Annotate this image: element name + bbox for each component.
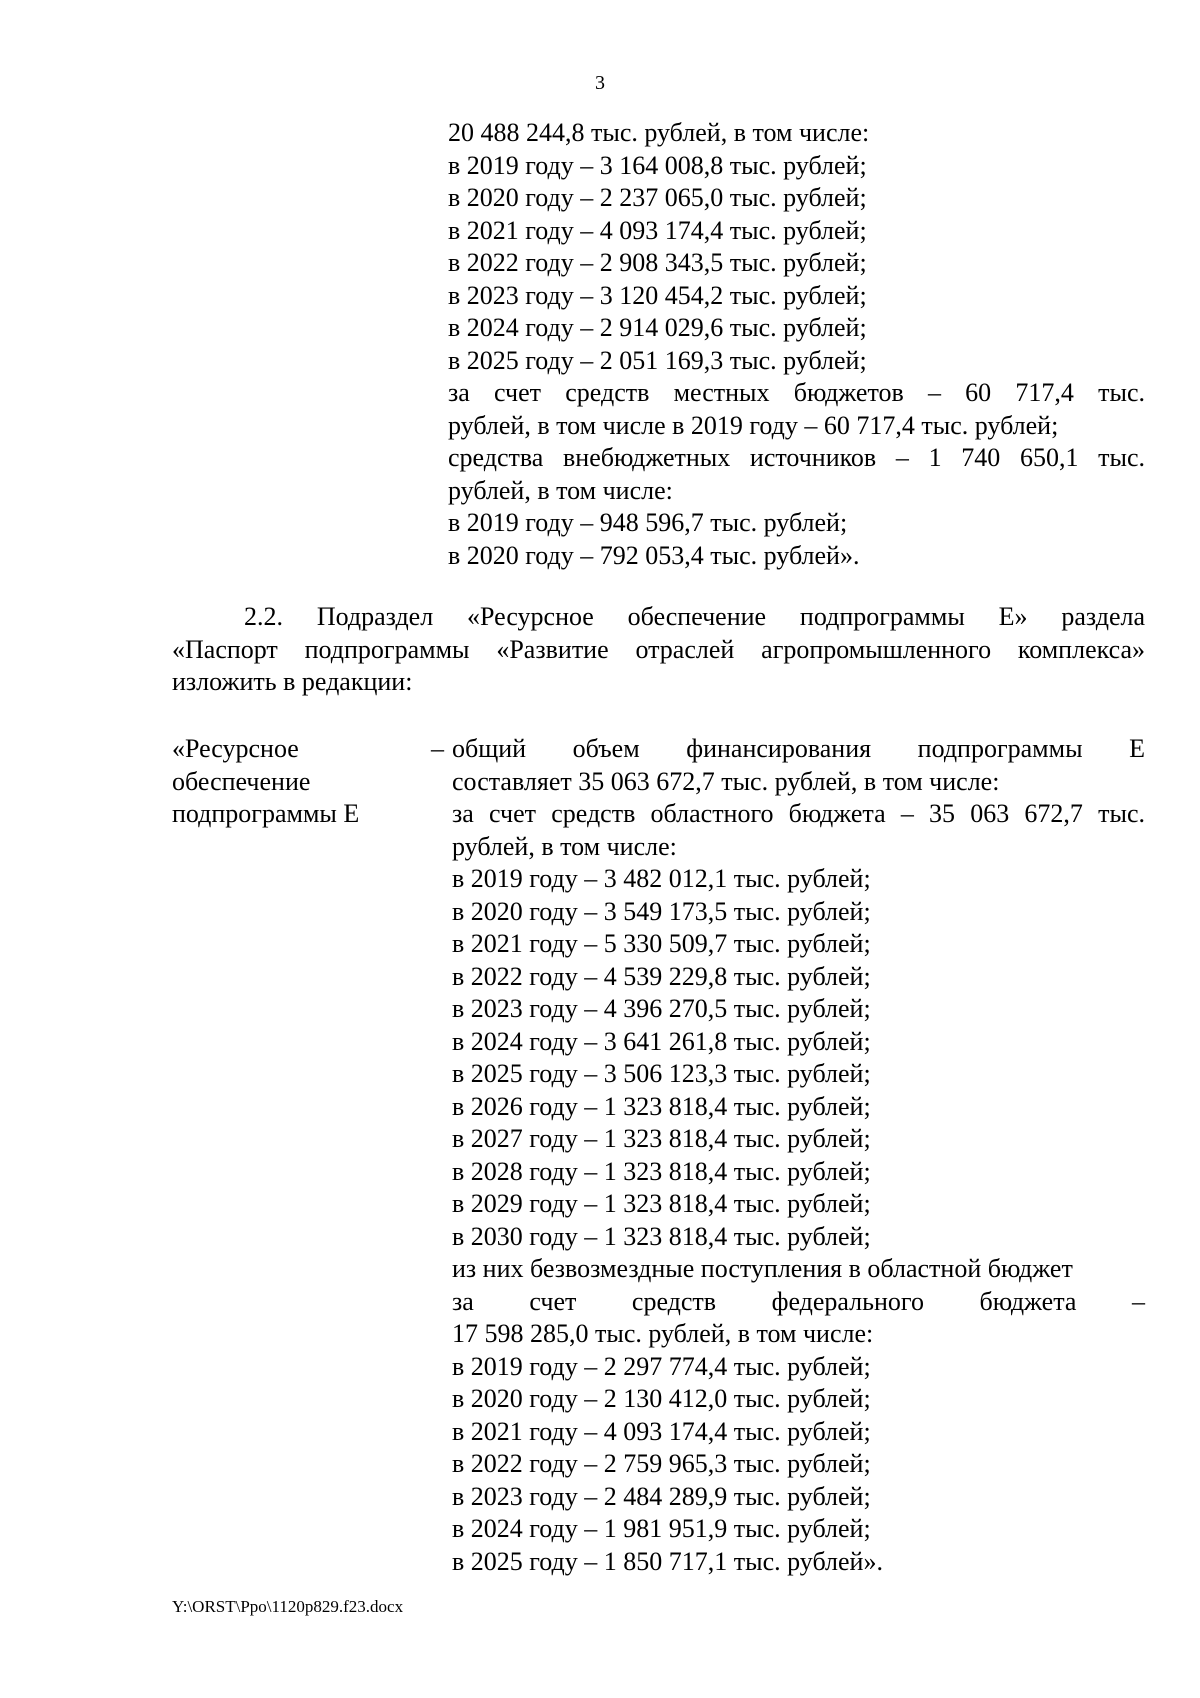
federal-year-line: в 2023 году – 2 484 289,9 тыс. рублей; [452, 1481, 871, 1511]
section-heading-line: 2.2. Подраздел «Ресурсное обеспечение подпрограммы Е» раздела [244, 602, 1145, 631]
continuation-line: в 2023 году – 3 120 454,2 тыс. рублей; [448, 280, 867, 310]
regional-year-line: в 2026 году – 1 323 818,4 тыс. рублей; [452, 1091, 871, 1121]
footer-file-path: Y:\ORST\Ppo\1120p829.f23.docx [172, 1597, 404, 1616]
page-number: 3 [595, 72, 605, 94]
regional-year-line: в 2020 году – 3 549 173,5 тыс. рублей; [452, 896, 871, 926]
passport-label-line: обеспечение [172, 766, 311, 796]
passport-label-line: подпрограммы Е [172, 799, 360, 828]
passport-dash: – [431, 734, 444, 763]
continuation-line: в 2025 году – 2 051 169,3 тыс. рублей; [448, 345, 867, 375]
regional-budget-line: за счет средств областного бюджета – 35 063 672,7 тыс. [452, 799, 1145, 828]
funding-continuation-block [448, 117, 1145, 572]
regional-year-line: в 2030 году – 1 323 818,4 тыс. рублей; [452, 1221, 871, 1251]
extrabudget-year-line: в 2020 году – 792 053,4 тыс. рублей». [448, 540, 860, 570]
regional-budget-line: рублей, в том числе: [452, 831, 677, 861]
regional-year-line: в 2023 году – 4 396 270,5 тыс. рублей; [452, 994, 871, 1023]
federal-year-line: в 2024 году – 1 981 951,9 тыс. рублей; [452, 1514, 871, 1543]
federal-year-line: в 2022 году – 2 759 965,3 тыс. рублей; [452, 1449, 871, 1478]
section-heading-paragraph [172, 601, 1145, 699]
passport-value [452, 733, 1145, 1578]
regional-year-line: в 2022 году – 4 539 229,8 тыс. рублей; [452, 961, 871, 991]
local-budget-line: рублей, в том числе в 2019 году – 60 717,4 тыс. рублей; [448, 410, 1059, 440]
regional-year-line: в 2028 году – 1 323 818,4 тыс. рублей; [452, 1156, 871, 1186]
extrabudget-year-line: в 2019 году – 948 596,7 тыс. рублей; [448, 508, 848, 537]
regional-year-line: в 2025 году – 3 506 123,3 тыс. рублей; [452, 1059, 871, 1088]
federal-funding-line: за счет средств федерального бюджета – [452, 1286, 1145, 1316]
federal-year-line: в 2019 году – 2 297 774,4 тыс. рублей; [452, 1351, 871, 1381]
federal-year-line: в 2025 году – 1 850 717,1 тыс. рублей». [452, 1546, 883, 1576]
regional-year-line: в 2019 году – 3 482 012,1 тыс. рублей; [452, 864, 871, 893]
continuation-line: в 2022 году – 2 908 343,5 тыс. рублей; [448, 248, 867, 277]
regional-year-line: в 2024 году – 3 641 261,8 тыс. рублей; [452, 1026, 871, 1056]
continuation-line: в 2021 году – 4 093 174,4 тыс. рублей; [448, 215, 867, 245]
extrabudget-line: средства внебюджетных источников – 1 740 650,1 тыс. [448, 443, 1145, 472]
section-heading-line: «Паспорт подпрограммы «Развитие отраслей агропромышленного комплекса» [172, 634, 1145, 664]
regional-year-line: в 2029 году – 1 323 818,4 тыс. рублей; [452, 1189, 871, 1218]
passport-label-line: «Ресурсное [172, 734, 299, 763]
federal-funding-line: 17 598 285,0 тыс. рублей, в том числе: [452, 1319, 874, 1348]
federal-year-line: в 2020 году – 2 130 412,0 тыс. рублей; [452, 1384, 871, 1413]
section-heading-line: изложить в редакции: [172, 667, 413, 696]
total-funding-line: общий объем финансирования подпрограммы Е [452, 734, 1145, 763]
continuation-line: 20 488 244,8 тыс. рублей, в том числе: [448, 118, 870, 147]
total-funding-line: составляет 35 063 672,7 тыс. рублей, в том числе: [452, 766, 1000, 796]
federal-funding-line: из них безвозмездные поступления в областной бюджет [452, 1254, 1073, 1283]
continuation-line: в 2024 году – 2 914 029,6 тыс. рублей; [448, 313, 867, 342]
local-budget-line: за счет средств местных бюджетов – 60 717,4 тыс. [448, 378, 1145, 407]
continuation-line: в 2019 году – 3 164 008,8 тыс. рублей; [448, 150, 867, 180]
regional-year-line: в 2021 году – 5 330 509,7 тыс. рублей; [452, 929, 871, 958]
passport-label [172, 733, 417, 831]
regional-year-line: в 2027 году – 1 323 818,4 тыс. рублей; [452, 1124, 871, 1153]
federal-year-line: в 2021 году – 4 093 174,4 тыс. рублей; [452, 1416, 871, 1446]
extrabudget-line: рублей, в том числе: [448, 475, 673, 505]
continuation-line: в 2020 году – 2 237 065,0 тыс. рублей; [448, 183, 867, 212]
